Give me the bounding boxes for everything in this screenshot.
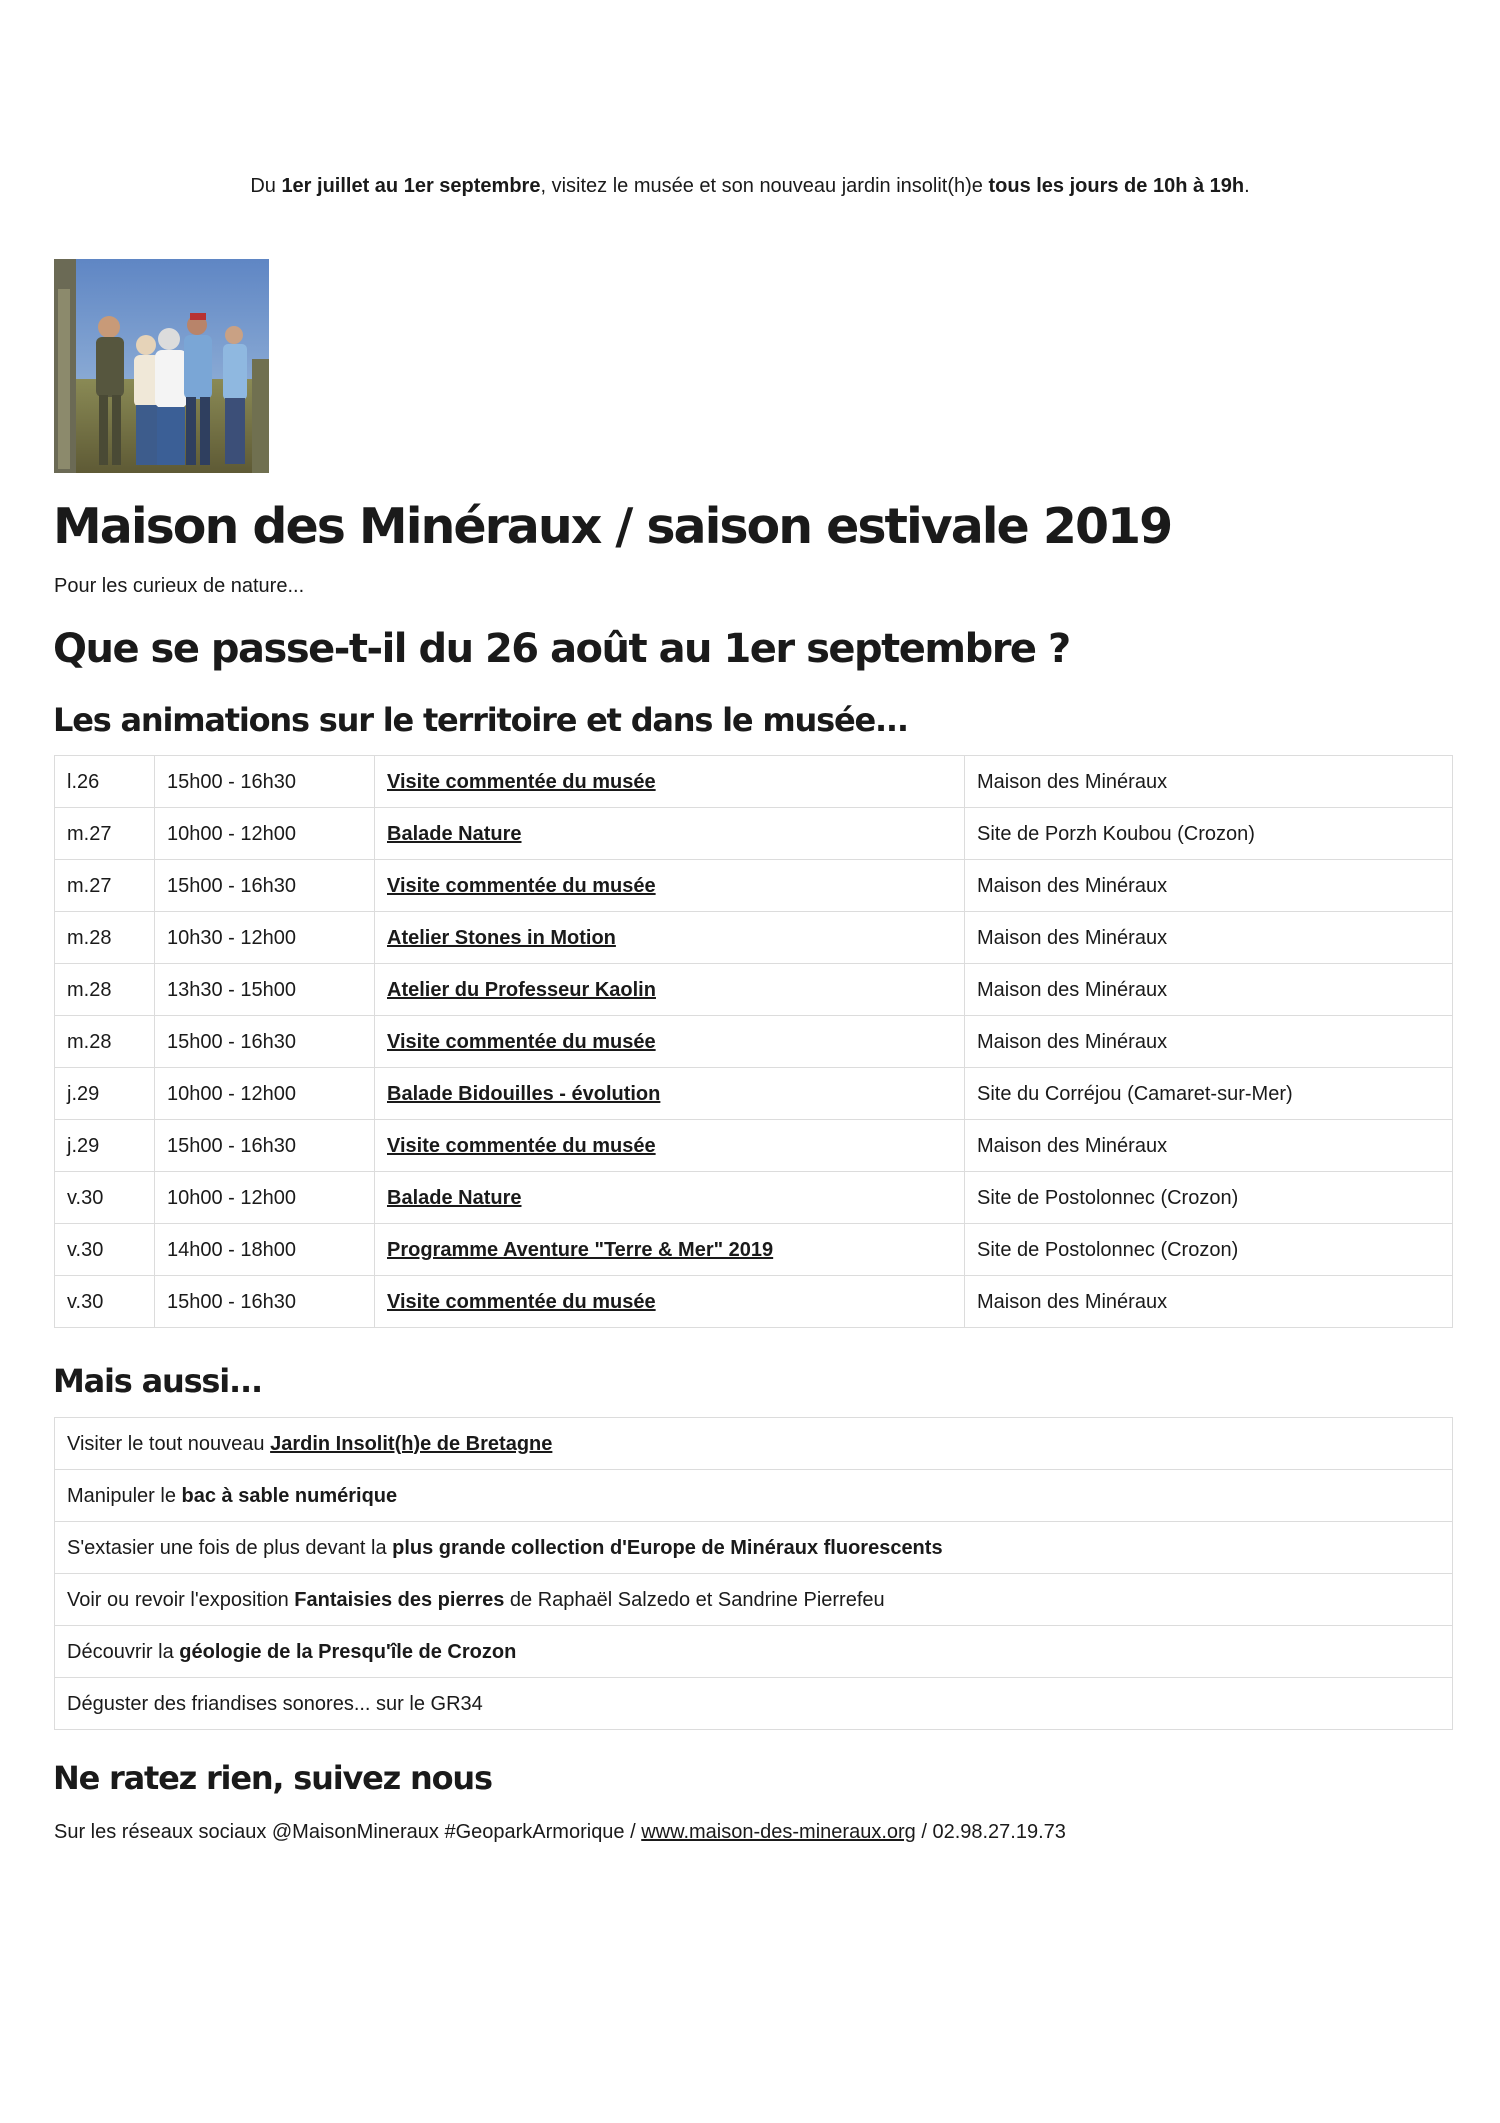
also-item-text: Déguster des friandises sonores... sur le GR34 [67, 1692, 483, 1715]
also-item [55, 1522, 1453, 1574]
follow-heading: Ne ratez rien, suivez nous [53, 1759, 492, 1797]
schedule-activity-link[interactable]: Programme Aventure "Terre & Mer" 2019 [375, 1224, 965, 1276]
also-row [55, 1470, 1453, 1522]
schedule-place: Maison des Minéraux [965, 912, 1453, 964]
schedule-activity-link[interactable]: Atelier du Professeur Kaolin [375, 964, 965, 1016]
banner-dates: 1er juillet au 1er septembre [281, 175, 541, 197]
schedule-time: 14h00 - 18h00 [155, 1224, 375, 1276]
schedule-day: m.28 [55, 912, 155, 964]
schedule-row [55, 1120, 1453, 1172]
schedule-place: Maison des Minéraux [965, 756, 1453, 808]
schedule-place: Site du Corréjou (Camaret-sur-Mer) [965, 1068, 1453, 1120]
schedule-day: m.28 [55, 1016, 155, 1068]
also-heading: Mais aussi... [53, 1362, 262, 1400]
schedule-time: 13h30 - 15h00 [155, 964, 375, 1016]
follow-line [54, 1818, 1066, 1846]
also-item-highlight: géologie de la Presqu'île de Crozon [179, 1640, 517, 1663]
schedule-row [55, 1224, 1453, 1276]
schedule-day: m.27 [55, 860, 155, 912]
schedule-place: Maison des Minéraux [965, 964, 1453, 1016]
schedule-day: v.30 [55, 1172, 155, 1224]
animations-heading: Les animations sur le territoire et dans le musée... [53, 701, 908, 739]
schedule-day: v.30 [55, 1276, 155, 1328]
also-row [55, 1418, 1453, 1470]
schedule-time: 10h30 - 12h00 [155, 912, 375, 964]
also-item [55, 1418, 1453, 1470]
also-row [55, 1574, 1453, 1626]
banner-hours: tous les jours de 10h à 19h [988, 175, 1245, 197]
schedule-table [54, 755, 1453, 1328]
schedule-time: 15h00 - 16h30 [155, 1016, 375, 1068]
also-row [55, 1522, 1453, 1574]
schedule-day: j.29 [55, 1068, 155, 1120]
lead-text: Pour les curieux de nature... [54, 575, 305, 597]
group-photo [54, 259, 269, 473]
schedule-activity-link[interactable]: Visite commentée du musée [375, 1120, 965, 1172]
schedule-day: m.27 [55, 808, 155, 860]
group-photo-illustration [54, 259, 269, 473]
also-item-text: S'extasier une fois de plus devant la [67, 1536, 393, 1559]
schedule-time: 15h00 - 16h30 [155, 1120, 375, 1172]
page-title: Maison des Minéraux / saison estivale 2019 [53, 498, 1172, 555]
schedule-row [55, 964, 1453, 1016]
schedule-place: Maison des Minéraux [965, 1276, 1453, 1328]
phone-number: / 02.98.27.19.73 [915, 1821, 1066, 1843]
schedule-row [55, 756, 1453, 808]
schedule-activity-link[interactable]: Balade Bidouilles - évolution [375, 1068, 965, 1120]
also-item [55, 1626, 1453, 1678]
schedule-body [55, 756, 1453, 1328]
schedule-day: m.28 [55, 964, 155, 1016]
schedule-place: Maison des Minéraux [965, 1016, 1453, 1068]
schedule-day: l.26 [55, 756, 155, 808]
schedule-time: 15h00 - 16h30 [155, 756, 375, 808]
also-item-highlight: Fantaisies des pierres [294, 1588, 505, 1611]
also-item-link[interactable]: Jardin Insolit(h)e de Bretagne [270, 1432, 553, 1455]
also-item [55, 1470, 1453, 1522]
schedule-place: Site de Postolonnec (Crozon) [965, 1172, 1453, 1224]
also-item [55, 1574, 1453, 1626]
also-table [54, 1417, 1453, 1730]
schedule-place: Site de Postolonnec (Crozon) [965, 1224, 1453, 1276]
also-item [55, 1678, 1453, 1730]
schedule-activity-link[interactable]: Visite commentée du musée [375, 1276, 965, 1328]
banner-text: . [1244, 175, 1250, 197]
also-item-text: de Raphaël Salzedo et Sandrine Pierrefeu [504, 1588, 885, 1611]
schedule-row [55, 1016, 1453, 1068]
schedule-time: 15h00 - 16h30 [155, 1276, 375, 1328]
schedule-place: Maison des Minéraux [965, 1120, 1453, 1172]
schedule-row [55, 860, 1453, 912]
also-body [55, 1418, 1453, 1730]
also-item-text: Voir ou revoir l'exposition [67, 1588, 295, 1611]
schedule-day: v.30 [55, 1224, 155, 1276]
schedule-time: 10h00 - 12h00 [155, 808, 375, 860]
schedule-activity-link[interactable]: Visite commentée du musée [375, 756, 965, 808]
also-item-text: Manipuler le [67, 1484, 182, 1507]
schedule-row [55, 1172, 1453, 1224]
schedule-place: Maison des Minéraux [965, 860, 1453, 912]
website-link[interactable]: www.maison-des-mineraux.org [641, 1821, 916, 1843]
schedule-day: j.29 [55, 1120, 155, 1172]
schedule-activity-link[interactable]: Visite commentée du musée [375, 860, 965, 912]
schedule-activity-link[interactable]: Balade Nature [375, 808, 965, 860]
schedule-row [55, 1276, 1453, 1328]
also-item-text: Découvrir la [67, 1640, 180, 1663]
schedule-row [55, 912, 1453, 964]
opening-banner [0, 172, 1500, 200]
also-row [55, 1678, 1453, 1730]
also-item-highlight: plus grande collection d'Europe de Minéraux fluorescents [392, 1536, 943, 1559]
schedule-activity-link[interactable]: Balade Nature [375, 1172, 965, 1224]
schedule-row [55, 808, 1453, 860]
banner-text: Du [250, 175, 282, 197]
schedule-activity-link[interactable]: Atelier Stones in Motion [375, 912, 965, 964]
banner-text: , visitez le musée et son nouveau jardin insolit(h)e [540, 175, 989, 197]
schedule-activity-link[interactable]: Visite commentée du musée [375, 1016, 965, 1068]
also-row [55, 1626, 1453, 1678]
week-heading: Que se passe-t-il du 26 août au 1er septembre ? [53, 626, 1070, 672]
schedule-place: Site de Porzh Koubou (Crozon) [965, 808, 1453, 860]
also-item-text: Visiter le tout nouveau [67, 1432, 271, 1455]
follow-text: Sur les réseaux sociaux @MaisonMineraux #GeoparkArmorique / [54, 1821, 642, 1843]
schedule-time: 10h00 - 12h00 [155, 1172, 375, 1224]
schedule-time: 15h00 - 16h30 [155, 860, 375, 912]
schedule-row [55, 1068, 1453, 1120]
schedule-time: 10h00 - 12h00 [155, 1068, 375, 1120]
also-item-highlight: bac à sable numérique [181, 1484, 398, 1507]
